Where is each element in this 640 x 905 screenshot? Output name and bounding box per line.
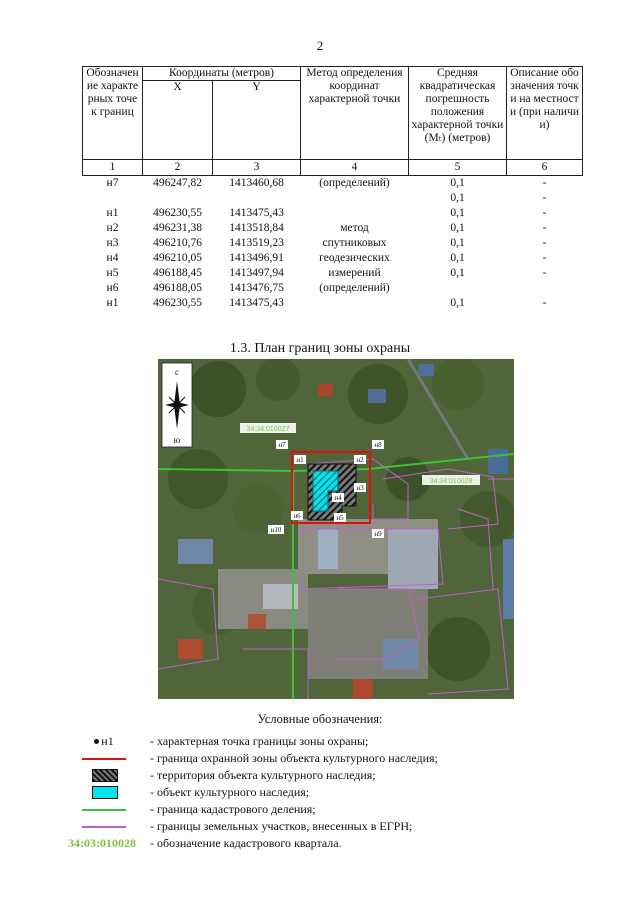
col-number: 5 xyxy=(409,160,507,176)
legend-item-heritage-object xyxy=(60,784,620,801)
section-title: 1.3. План границ зоны охраны xyxy=(229,341,411,356)
green-line-symbol xyxy=(60,801,148,818)
cell-point xyxy=(83,191,143,206)
cell-method: (определений) xyxy=(319,177,390,189)
coordinates-table xyxy=(82,66,583,311)
legend-text: - граница охранной зоны объекта культурного наследия; xyxy=(150,751,438,765)
cell-point: н5 xyxy=(106,267,119,279)
compass-south-label: ю xyxy=(173,435,181,445)
cell-method xyxy=(301,206,409,221)
red-line-symbol xyxy=(60,750,148,767)
compass-rose xyxy=(162,363,192,447)
legend-item-point xyxy=(60,733,620,750)
cell-x: 496230,55 xyxy=(153,297,202,309)
point-n5 xyxy=(334,513,346,522)
legend-text: - характерная точка границы зоны охраны; xyxy=(150,734,369,748)
legend-item-protection-boundary xyxy=(60,750,620,767)
cadastral-label-010027: 34:34:010027 xyxy=(246,426,290,433)
cell-x: 496188,05 xyxy=(153,282,202,294)
cell-desc: - xyxy=(542,177,547,189)
cell-y: 1413475,43 xyxy=(229,207,284,219)
purple-line-symbol xyxy=(60,818,148,835)
cell-y: 1413476,75 xyxy=(229,282,284,294)
cadastral-label-010028: 34:34:010028 xyxy=(429,478,473,485)
cell-desc: - xyxy=(542,192,547,204)
table-row xyxy=(83,221,583,236)
page-number: 2 xyxy=(316,38,324,53)
svg-text:н3: н3 xyxy=(356,484,364,492)
cell-error: 0,1 xyxy=(450,222,465,234)
cell-error: 0,1 xyxy=(450,252,465,264)
cell-y: 1413496,91 xyxy=(229,252,284,264)
header-y: Y xyxy=(213,81,301,160)
cell-desc: - xyxy=(542,237,547,249)
header-coordinates: Координаты (метров) xyxy=(143,67,301,81)
svg-text:н1: н1 xyxy=(296,456,304,464)
hatch-symbol xyxy=(60,767,148,784)
cell-method: измерений xyxy=(328,267,381,279)
point-n2 xyxy=(354,455,366,464)
legend-item-land-plots xyxy=(60,818,620,835)
cell-point: н1 xyxy=(106,297,119,309)
point-n6 xyxy=(291,511,303,520)
cell-y: 1413475,43 xyxy=(229,297,284,309)
legend-text: - граница кадастрового деления; xyxy=(150,802,316,816)
cell-method xyxy=(301,296,409,311)
cell-y: 1413519,23 xyxy=(229,237,284,249)
cell-y: 1413518,84 xyxy=(229,222,284,234)
cell-y: 1413497,94 xyxy=(229,267,284,279)
cell-point: н2 xyxy=(106,222,119,234)
cell-method: метод xyxy=(340,222,369,234)
cyan-symbol xyxy=(60,784,148,801)
cell-y: 1413460,68 xyxy=(229,177,284,189)
point-n4 xyxy=(332,493,344,502)
cell-desc: - xyxy=(542,267,547,279)
point-n7 xyxy=(276,440,288,449)
col-number: 2 xyxy=(143,160,213,176)
point-n1 xyxy=(294,455,306,464)
cell-x: 496210,76 xyxy=(153,237,202,249)
svg-text:н4: н4 xyxy=(334,494,342,502)
cell-point: н4 xyxy=(106,252,119,264)
kv-code-symbol: 34:03:010028 xyxy=(68,836,136,850)
header-error: Средняя квадратическая погрешность положения характерной точки (Mₜ) (метров) xyxy=(409,67,507,160)
point-n8 xyxy=(372,440,384,449)
cell-method: геодезических xyxy=(319,252,390,264)
table-row xyxy=(83,251,583,266)
legend-title: Условные обозначения: xyxy=(257,712,383,726)
svg-text:н8: н8 xyxy=(374,441,382,449)
table-row xyxy=(83,281,583,296)
cell-x: 496230,55 xyxy=(153,207,202,219)
compass-north-label: с xyxy=(175,367,179,377)
table-row xyxy=(83,206,583,221)
cell-method: (определений) xyxy=(319,282,390,294)
cell-method xyxy=(301,191,409,206)
cell-x: 496188,45 xyxy=(153,267,202,279)
col-number: 4 xyxy=(301,160,409,176)
cell-point: н1 xyxy=(106,207,119,219)
cell-error: 0,1 xyxy=(450,177,465,189)
cell-error: 0,1 xyxy=(450,207,465,219)
svg-text:н6: н6 xyxy=(293,512,301,520)
protection-zone-map xyxy=(158,359,514,699)
cell-y xyxy=(213,191,301,206)
cell-desc: - xyxy=(542,207,547,219)
header-point-designation: Обозначение характерных точек границ xyxy=(83,67,143,160)
cell-x: 496210,05 xyxy=(153,252,202,264)
cell-x: 496231,38 xyxy=(153,222,202,234)
table-row xyxy=(83,296,583,311)
legend-text: - обозначение кадастрового квартала. xyxy=(150,836,342,850)
cell-point: н3 xyxy=(106,237,119,249)
legend-text: - объект культурного наследия; xyxy=(150,785,310,799)
col-number: 3 xyxy=(213,160,301,176)
point-symbol: н1 xyxy=(60,733,148,750)
table-row xyxy=(83,191,583,206)
col-number: 6 xyxy=(507,160,583,176)
cell-desc: - xyxy=(542,222,547,234)
table-row xyxy=(83,266,583,281)
svg-text:н9: н9 xyxy=(374,530,382,538)
cell-error xyxy=(409,281,507,296)
cell-error: 0,1 xyxy=(450,267,465,279)
svg-text:н2: н2 xyxy=(356,456,364,464)
cell-desc xyxy=(507,281,583,296)
header-description: Описание обозначения точки на местности (при наличии) xyxy=(507,67,583,160)
cell-error: 0,1 xyxy=(450,297,465,309)
svg-text:н10: н10 xyxy=(270,526,282,534)
point-n3 xyxy=(354,483,366,492)
svg-text:н7: н7 xyxy=(278,441,286,449)
cell-x xyxy=(143,191,213,206)
cell-point: н6 xyxy=(106,282,119,294)
cell-method: спутниковых xyxy=(322,237,387,249)
cell-x: 496247,82 xyxy=(153,177,202,189)
legend-text: - территория объекта культурного наследия; xyxy=(150,768,376,782)
table-row xyxy=(83,236,583,251)
point-n10 xyxy=(268,525,284,534)
svg-text:н5: н5 xyxy=(336,514,344,522)
legend-item-cadastral-quarter xyxy=(60,835,620,852)
cell-error: 0,1 xyxy=(450,237,465,249)
table-row xyxy=(83,176,583,192)
header-method: Метод определения координат характерной точки xyxy=(301,67,409,160)
point-n9 xyxy=(372,529,384,538)
col-number: 1 xyxy=(83,160,143,176)
cell-desc: - xyxy=(542,252,547,264)
legend xyxy=(60,733,620,852)
legend-text: - границы земельных участков, внесенных в ЕГРН; xyxy=(150,819,413,833)
cell-error: 0,1 xyxy=(450,192,465,204)
legend-item-cadastral-division xyxy=(60,801,620,818)
cell-desc: - xyxy=(542,297,547,309)
legend-item-heritage-territory xyxy=(60,767,620,784)
cell-point: н7 xyxy=(106,177,119,189)
header-x: X xyxy=(143,81,213,160)
